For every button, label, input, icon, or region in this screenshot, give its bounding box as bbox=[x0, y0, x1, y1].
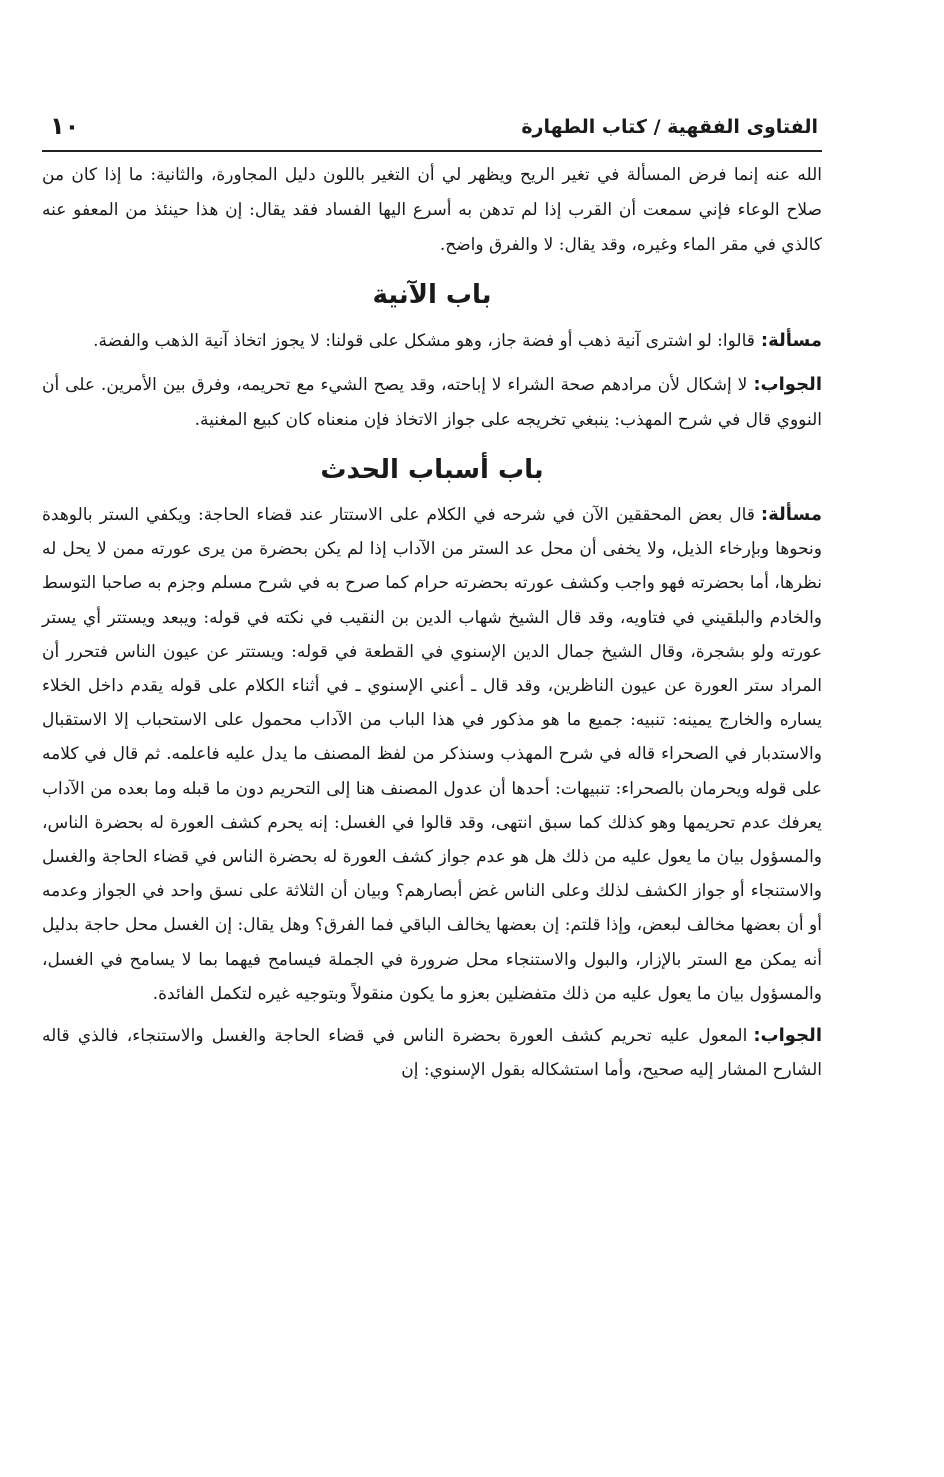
answer-text: المعول عليه تحريم كشف العورة بحضرة الناس في قضاء الحاجة والغسل والاستنجاء، فالذي قاله الشارح المشار إليه صحيح، وأما استشكاله بقول الإسنوي: إن bbox=[42, 1026, 822, 1081]
intro-paragraph: الله عنه إنما فرض المسألة في تغير الريح ويظهر لي أن التغير باللون دليل المجاورة، والثانية: ما إذا كان من صلاح الوعاء فإني سمعت أن القرب إذا لم تدهن به أسرع اليها الفساد فقد يقال: إن هذا حينئذ من المعفو عنه كالذي في مقر الماء وغيره، وقد يقال: لا والفرق واضح. bbox=[42, 165, 822, 255]
question-label: مسألة: bbox=[760, 330, 822, 351]
answer-label: الجواب: bbox=[753, 1025, 822, 1047]
running-header bbox=[42, 110, 822, 152]
question-text: قالوا: لو اشترى آنية ذهب أو فضة جاز، وهو مشكل على قولنا: لا يجوز اتخاذ آنية الذهب والفضة. bbox=[93, 331, 755, 351]
answer-text: لا إشكال لأن مرادهم صحة الشراء لا إباحته، وقد يصح الشيء مع تحريمه، وفرق بين الأمرين. على أن النووي قال في شرح المهذب: ينبغي تخريجه على جواز الاتخاذ فإن منعناه كان كبيع المغنية. bbox=[42, 375, 822, 430]
answer-paragraph-vessels bbox=[42, 367, 822, 438]
document-page bbox=[42, 110, 822, 1095]
answer-paragraph-hadath bbox=[42, 1019, 822, 1087]
chapter-heading-hadath: باب أسباب الحدث bbox=[320, 455, 544, 485]
question-label: مسألة: bbox=[760, 504, 822, 525]
page-number: ١٠ bbox=[50, 112, 80, 140]
question-paragraph-vessels bbox=[42, 323, 822, 359]
question-text: قال بعض المحققين الآن في شرحه في الكلام على الاستتار عند قضاء الحاجة: ويكفي الستر بالوهدة ونحوها وبإرخاء الذيل، ولا يخفى أن محل عد الستر من الآداب إذا لم يكن بحضرة من يرى عورته ممن لا يحل له نظرها، أما بحضرته فهو واجب وكشف عورته بحضرته حرام كما صرح به في شرح مسلم وجزم به صاحبا التوسط والخادم والبلقيني في فتاويه، وقد قال الشيخ شهاب الدين بن النقيب في نكته في قوله: ويبعد ويستتر أي يستر عورته ولو بشجرة، وقال الشيخ جمال الدين الإسنوي في القطعة في قوله: ويستتر عن عيون الناس فتحرر أن المراد ستر العورة عن عيون الناظرين، وقد قال ـ أعني الإسنوي ـ في أثناء الكلام على قوله يقدم داخل الخلاء يساره والخارج يمينه: تنبيه: جميع ما هو مذكور في هذا الباب من الآداب محمول على الاستحباب إلا الاستقبال والاستدبار في الصحراء قاله في شرح المهذب وسنذكر من لفظ المصنف ما يدل عليه فاعلمه. ثم قال في كلامه على قوله ويحرمان بالصحراء: تنبيهات: أحدها أن عدول المصنف هنا إلى التحريم دون ما قبله وما بعده من الآداب يعرفك عدم تحريمها وهو كذلك كما سبق انتهى، وقد قالوا في الغسل: إنه يحرم كشف العورة له بحضرة الناس، والمسؤول بيان ما يعول عليه من ذلك هل هو عدم جواز كشف العورة له بحضرة الناس في قضاء الحاجة والغسل والاستنجاء أو جواز الكشف لذلك وعلى الناس غض أبصارهم؟ وبيان أن الثلاثة على نسق واحد في الجواز وعدمه أو أن بعضها مخالف لبعض، وإذا قلتم: إن بعضها يخالف الباقي فما الفرق؟ وهل يقال: إن الغسل محل حاجة بدليل أنه يمكن مع الستر بالإزار، والبول والاستنجاء محل ضرورة في الجملة فيسامح فيهما بما لا يسامح في الغسل، والمسؤول بيان ما يعول عليه من ذلك متفضلين بعزو ما يكون منقولاً وبتوجيه غيره لتكمل الفائدة. bbox=[42, 505, 822, 1004]
book-title: الفتاوى الفقهية / كتاب الطهارة bbox=[521, 116, 818, 138]
answer-label: الجواب: bbox=[753, 374, 822, 395]
question-paragraph-hadath bbox=[42, 498, 822, 1011]
chapter-heading-vessels: باب الآنية bbox=[372, 280, 492, 310]
